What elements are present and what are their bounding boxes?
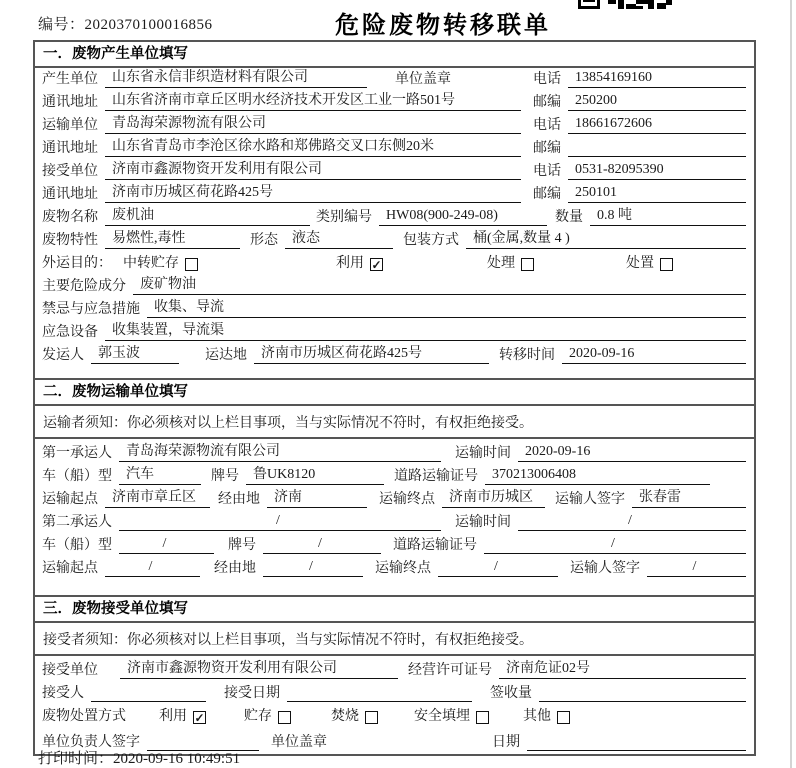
- hazard-field: 废矿物油: [133, 277, 746, 295]
- transporter-row: [35, 114, 754, 137]
- equipment-field: 收集装置，导流渠: [105, 323, 746, 341]
- endpoint-field: 济南市历城区: [442, 490, 545, 508]
- vehicle-row-1: [35, 465, 754, 488]
- utilize-checkbox[interactable]: ✓: [194, 711, 205, 725]
- category-field: HW08(900-249-08): [379, 208, 547, 226]
- waste-name-label: 废物名称: [42, 210, 98, 225]
- transporter-sign-field: 张春雷: [632, 490, 746, 508]
- shipper-field: 郭玉波: [91, 346, 179, 364]
- accept-date-field: [287, 685, 472, 702]
- producer-address-field: 山东省济南市章丘区明水经济技术开发区工业一路501号: [105, 93, 521, 111]
- via-label: 经由地: [214, 561, 256, 576]
- origin-2-field: /: [105, 559, 200, 577]
- hazard-components-row: [35, 275, 754, 298]
- checkbox-label: 利用: [159, 709, 187, 724]
- storage-checkbox[interactable]: [278, 711, 291, 724]
- road-license-2-field: /: [484, 536, 746, 554]
- address-label: 通讯地址: [42, 187, 98, 202]
- acceptor-label: 接受人: [42, 686, 84, 701]
- form-field: 液态: [285, 231, 393, 249]
- sign-quantity-label: 签收量: [490, 686, 532, 701]
- address-label: 通讯地址: [42, 95, 98, 110]
- via-2-field: /: [263, 559, 363, 577]
- page-right-edge: [790, 0, 792, 768]
- checkbox-label: 处理: [487, 256, 515, 271]
- route-row-1: [35, 488, 754, 511]
- traits-field: 易燃性,毒性: [105, 231, 240, 249]
- emergency-measures-row: [35, 298, 754, 321]
- producer-zip-field: 250200: [568, 93, 746, 111]
- date-field: [527, 734, 746, 751]
- purpose-label: 外运目的：: [42, 256, 112, 271]
- transport-time-label: 运输时间: [455, 446, 511, 461]
- emergency-field: 收集、导流: [147, 300, 746, 318]
- origin-field: 济南市章丘区: [105, 490, 210, 508]
- producer-label: 产生单位: [42, 72, 98, 87]
- waste-transfer-form: [33, 40, 756, 756]
- quantity-label: 数量: [555, 210, 583, 225]
- road-license-label: 道路运输证号: [394, 469, 478, 484]
- plate-field: 鲁UK8120: [246, 467, 384, 485]
- zip-label: 邮编: [533, 95, 561, 110]
- form-label: 形态: [250, 233, 278, 248]
- checkbox-label: 其他: [523, 709, 551, 724]
- accept-date-label: 接受日期: [224, 686, 280, 701]
- utilize-checkbox[interactable]: ✓: [371, 258, 382, 272]
- vehicle-type-label: 车（船）型: [42, 469, 112, 484]
- outbound-purpose-row: [35, 252, 754, 275]
- transporter-sign-label: 运输人签字: [555, 492, 625, 507]
- accept-unit-field: 济南市鑫源物资开发利用有限公司: [120, 661, 398, 679]
- receiver-zip-field: 250101: [568, 185, 746, 203]
- origin-label: 运输起点: [42, 561, 98, 576]
- vehicle-type-field: 汽车: [119, 467, 201, 485]
- producer-address-row: [35, 91, 754, 114]
- transporter-notice: 运输者须知：你必须核对以上栏目事项，当与实际情况不符时，有权拒绝接受。: [35, 406, 754, 439]
- permit-label: 经营许可证号: [408, 663, 492, 678]
- landfill-checkbox[interactable]: [476, 711, 489, 724]
- zip-label: 邮编: [533, 141, 561, 156]
- vehicle-type-label: 车（船）型: [42, 538, 112, 553]
- transporter-address-field: 山东省青岛市李沧区徐水路和郑佛路交叉口东侧20米: [105, 139, 521, 157]
- equipment-label: 应急设备: [42, 325, 98, 340]
- category-label: 类别编号: [316, 210, 372, 225]
- waste-name-row: [35, 206, 754, 229]
- transfer-time-label: 转移时间: [499, 348, 555, 363]
- endpoint-label: 运输终点: [379, 492, 435, 507]
- emergency-label: 禁忌与应急措施: [42, 302, 140, 317]
- checkbox-label: 利用: [336, 256, 364, 271]
- unit-seal-label: 单位盖章: [271, 735, 327, 750]
- section-3-header: 三．废物接受单位填写: [35, 595, 754, 623]
- transporter-sign-2-field: /: [647, 559, 746, 577]
- via-field: 济南: [267, 490, 367, 508]
- packing-label: 包装方式: [403, 233, 459, 248]
- emergency-equipment-row: [35, 321, 754, 344]
- unit-seal-label: 单位盖章: [395, 72, 451, 87]
- phone-label: 电话: [533, 164, 561, 179]
- shipper-label: 发运人: [42, 348, 84, 363]
- incinerate-checkbox[interactable]: [365, 711, 378, 724]
- origin-label: 运输起点: [42, 492, 98, 507]
- disposal-method-label: 废物处置方式: [42, 709, 126, 724]
- road-license-field: 370213006408: [485, 467, 710, 485]
- transporter-value-field: 青岛海荣源物流有限公司: [105, 116, 521, 134]
- destination-field: 济南市历城区荷花路425号: [254, 346, 489, 364]
- checkbox-label: 焚烧: [331, 709, 359, 724]
- via-label: 经由地: [218, 492, 260, 507]
- waste-name-field: 废机油: [105, 208, 310, 226]
- first-carrier-field: 青岛海荣源物流有限公司: [119, 444, 441, 462]
- quantity-field: 0.8 吨: [590, 208, 746, 226]
- accept-unit-row: [35, 656, 754, 682]
- receiver-address-row: [35, 183, 754, 206]
- acceptor-field: [91, 685, 206, 702]
- qr-code-fragment-icon: [578, 0, 672, 9]
- endpoint-2-field: /: [438, 559, 558, 577]
- plate-label: 牌号: [211, 469, 239, 484]
- vehicle-row-2: [35, 534, 754, 557]
- vehicle-type-2-field: /: [119, 536, 214, 554]
- other-checkbox[interactable]: [557, 711, 570, 724]
- page-title: 危险废物转移联单: [335, 13, 551, 39]
- date-label: 日期: [492, 735, 520, 750]
- endpoint-label: 运输终点: [375, 561, 431, 576]
- address-label: 通讯地址: [42, 141, 98, 156]
- checkbox-label: 中转贮存: [123, 256, 179, 271]
- shipper-row: [35, 344, 754, 367]
- plate-2-field: /: [263, 536, 381, 554]
- checkbox-label: 处置: [626, 256, 654, 271]
- accept-unit-label: 接受单位: [42, 663, 98, 678]
- transporter-label: 运输单位: [42, 118, 98, 133]
- transfer-storage-checkbox[interactable]: [185, 258, 198, 271]
- chief-sign-label: 单位负责人签字: [42, 735, 140, 750]
- receiver-value-field: 济南市鑫源物资开发利用有限公司: [105, 162, 521, 180]
- zip-label: 邮编: [533, 187, 561, 202]
- producer-phone-field: 13854169160: [568, 70, 746, 88]
- waste-traits-row: [35, 229, 754, 252]
- first-carrier-label: 第一承运人: [42, 446, 112, 461]
- checkbox-label: 安全填埋: [414, 709, 470, 724]
- section-1-header: 一．废物产生单位填写: [35, 42, 754, 68]
- treat-checkbox[interactable]: [521, 258, 534, 271]
- print-time-label: 打印时间：: [38, 751, 114, 767]
- transfer-time-field: 2020-09-16: [562, 346, 746, 364]
- transporter-zip-field: [568, 140, 746, 157]
- producer-row: [35, 68, 754, 91]
- destination-label: 运达地: [205, 348, 247, 363]
- transport-time-field: 2020-09-16: [518, 444, 746, 462]
- dispose-checkbox[interactable]: [660, 258, 673, 271]
- transporter-phone-field: 18661672606: [568, 116, 746, 134]
- route-row-2: [35, 557, 754, 580]
- acceptor-row: [35, 682, 754, 705]
- second-carrier-label: 第二承运人: [42, 515, 112, 530]
- section-2-header: 二．废物运输单位填写: [35, 378, 754, 406]
- road-license-label: 道路运输证号: [393, 538, 477, 553]
- receiver-address-field: 济南市历城区荷花路425号: [105, 185, 521, 203]
- packing-field: 桶(金属,数量 4 ): [466, 231, 746, 249]
- permit-field: 济南危证02号: [499, 661, 746, 679]
- print-time-value: 2020-09-16 10:49:51: [113, 751, 241, 767]
- receiver-notice: 接受者须知：你必须核对以上栏目事项，当与实际情况不符时，有权拒绝接受。: [35, 623, 754, 656]
- second-carrier-field: /: [119, 513, 441, 531]
- plate-label: 牌号: [228, 538, 256, 553]
- checkbox-label: 贮存: [244, 709, 272, 724]
- receiver-label: 接受单位: [42, 164, 98, 179]
- hazard-label: 主要危险成分: [42, 279, 126, 294]
- first-carrier-row: [35, 439, 754, 465]
- transport-time-label: 运输时间: [455, 515, 511, 530]
- producer-value-field: 山东省永信非织造材料有限公司: [105, 70, 367, 88]
- phone-label: 电话: [533, 118, 561, 133]
- traits-label: 废物特性: [42, 233, 98, 248]
- transport-time-2-field: /: [518, 513, 746, 531]
- serial-value: 2020370100016856: [84, 17, 213, 33]
- second-carrier-row: [35, 511, 754, 534]
- receiver-row: [35, 160, 754, 183]
- transporter-address-row: [35, 137, 754, 160]
- serial-label: 编号：: [38, 17, 85, 33]
- transporter-sign-label: 运输人签字: [570, 561, 640, 576]
- sign-quantity-field: [539, 685, 746, 702]
- disposal-method-row: [35, 705, 754, 728]
- print-time: [38, 747, 240, 768]
- receiver-phone-field: 0531-82095390: [568, 162, 746, 180]
- phone-label: 电话: [533, 72, 561, 87]
